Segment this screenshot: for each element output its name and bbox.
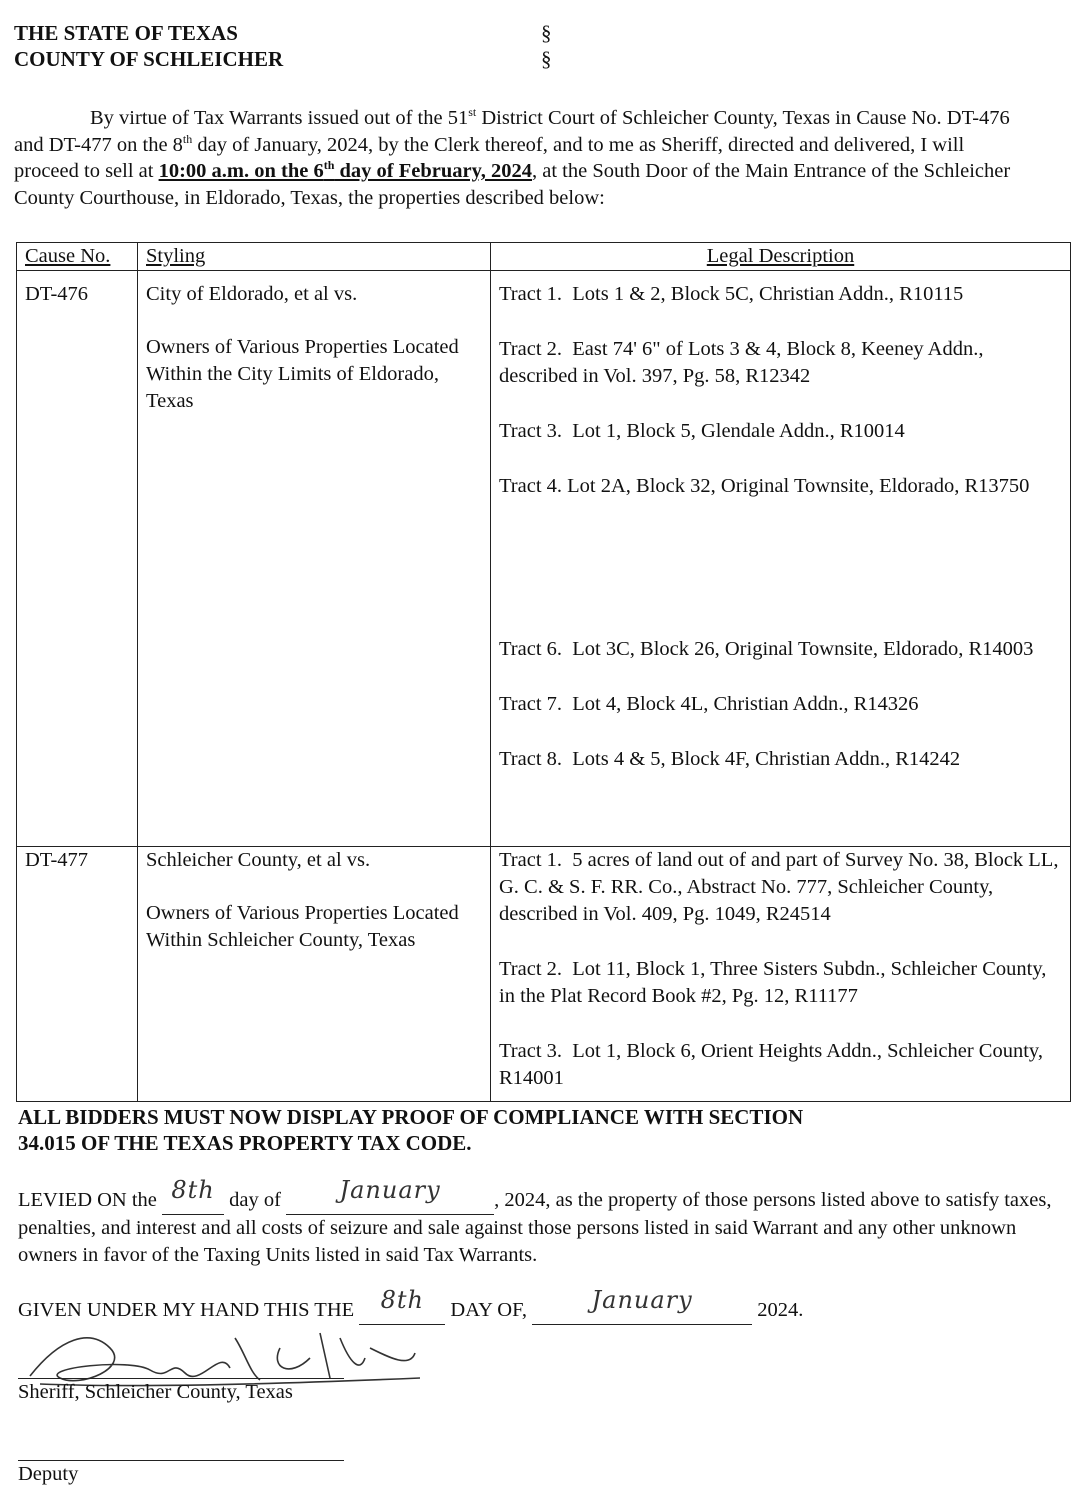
tract-item: Tract 2. East 74' 6" of Lots 3 & 4, Block 8, Keeney Addn., described in Vol. 397, Pg. 58, R12342 [499,338,989,387]
tract-item: Tract 8. Lots 4 & 5, Block 4F, Christian Addn., R14242 [499,748,961,770]
tract-item: Tract 1. 5 acres of land out of and part of Survey No. 38, Block LL, G. C. & S. F. RR. Co., Abstract No. 777, Schleicher County, described in Vol. 409, Pg. 1049, R24514 [499,849,1064,925]
county-heading: COUNTY OF SCHLEICHER [14,47,284,71]
table-row [17,271,1071,847]
header-legal-description: Legal Description [491,243,1071,271]
sheriff-signature-line [18,1378,344,1379]
legal-description-cell [491,847,1071,1102]
cause-cell: DT-476 [17,271,138,847]
cause-cell: DT-477 [17,847,138,1102]
handwritten-month: January [339,1176,441,1204]
state-heading: THE STATE OF TEXAS [14,21,238,45]
tract-item: Tract 3. Lot 1, Block 5, Glendale Addn., R10014 [499,420,905,442]
section-symbol: § [541,21,552,45]
sheriff-title: Sheriff, Schleicher County, Texas [18,1381,293,1403]
given-line: GIVEN UNDER MY HAND THIS THE 8th DAY OF, January 2024. [18,1297,803,1325]
deputy-title: Deputy [18,1463,79,1485]
styling-plaintiff: Schleicher County, et al vs. [146,849,371,871]
tract-item: Tract 6. Lot 3C, Block 26, Original Townsite, Eldorado, R14003 [499,638,1034,660]
styling-cell [138,271,491,847]
header-styling: Styling [138,243,491,271]
handwritten-month: January [591,1286,693,1314]
sale-date: 10:00 a.m. on the 6th day of February, 2024 [158,158,532,182]
styling-plaintiff: City of Eldorado, et al vs. [146,283,358,305]
header-cause-no: Cause No. [17,243,138,271]
deputy-signature-line [18,1460,344,1461]
tract-item: Tract 3. Lot 1, Block 6, Orient Heights Addn., Schleicher County, R14001 [499,1040,1049,1089]
styling-defendant: Owners of Various Properties Located Within Schleicher County, Texas [146,902,459,951]
given-month-blank [532,1286,752,1325]
levied-paragraph: LEVIED ON the 8th day of January , 2024, as the property of those persons listed above to satisfy taxes, penalties, and interest and all costs of seizure and sale against those persons listed in said Warrant and any other unknown owners in favor of the Taxing Units listed in said Tax Warrants. [18,1176,1052,1266]
intro-paragraph: By virtue of Tax Warrants issued out of the 51st District Court of Schleicher County, Texas in Cause No. DT-476 and DT-477 on the 8th day of January, 2024, by the Clerk thereof, and to me as Sheriff, directed and delivered, I will proceed to sell at 10:00 a.m. on the 6th day of February, 2024, at the South Door of the Main Entrance of the Schleicher County Courthouse, in Eldorado, Texas, the properties described below: [14,105,1011,209]
table-header-row [17,243,1071,271]
properties-table [16,242,1071,1102]
levied-month-blank [286,1176,494,1215]
handwritten-day: 8th [171,1176,215,1204]
handwritten-day: 8th [380,1286,424,1314]
styling-defendant: Owners of Various Properties Located Within the City Limits of Eldorado, Texas [146,336,459,412]
tract-item: Tract 1. Lots 1 & 2, Block 5C, Christian Addn., R10115 [499,283,964,305]
bidder-notice: ALL BIDDERS MUST NOW DISPLAY PROOF OF COMPLIANCE WITH SECTION 34.015 OF THE TEXAS PROPERTY TAX CODE. [18,1105,804,1155]
levied-day-blank [162,1176,224,1215]
tract-item: Tract 7. Lot 4, Block 4L, Christian Addn., R14326 [499,693,919,715]
styling-cell [138,847,491,1102]
section-symbol: § [541,47,552,71]
tract-item: Tract 4. Lot 2A, Block 32, Original Townsite, Eldorado, R13750 [499,475,1030,497]
tract-item: Tract 2. Lot 11, Block 1, Three Sisters Subdn., Schleicher County, in the Plat Record Book #2, Pg. 12, R11177 [499,958,1052,1007]
table-row [17,847,1071,1102]
legal-description-cell [491,271,1071,847]
